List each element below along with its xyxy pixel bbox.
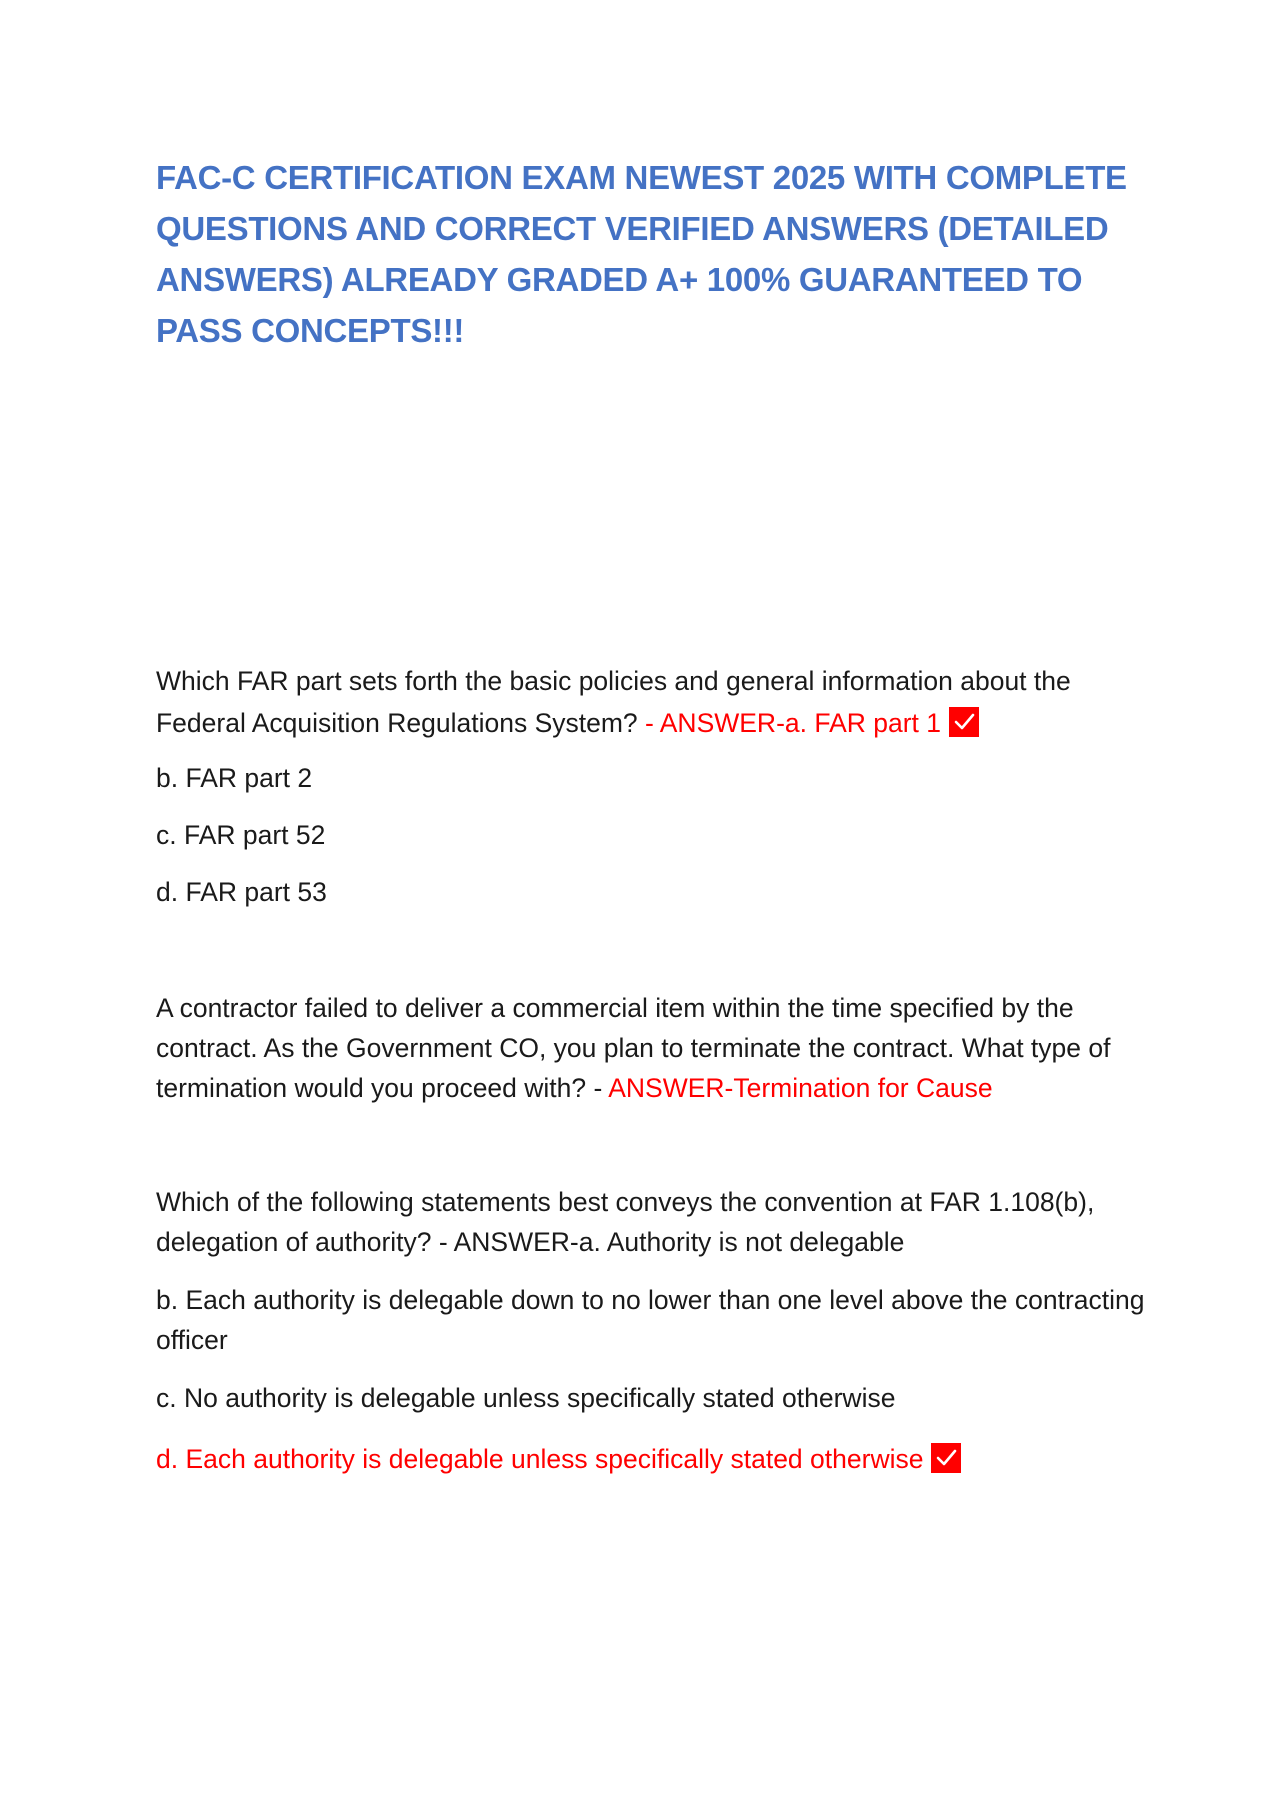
question-3-option-c: c. No authority is delegable unless specifically stated otherwise [156, 1383, 896, 1413]
question-3-text: Which of the following statements best conveys the convention at FAR 1.108(b), delegation of authority? - ANSWER-a. Authority is not delegable [156, 1187, 1095, 1257]
question-block-3 [156, 1182, 1146, 1479]
checkmark-icon [931, 1443, 961, 1473]
question-1-text [156, 660, 1146, 744]
question-block-1 [156, 660, 1146, 912]
question-2-text [156, 988, 1146, 1108]
question-3-option-d-correct [156, 1439, 1146, 1479]
question-1-prompt: Which FAR part sets forth the basic policies and general information about the Federal Acquisition Regulations System? [156, 666, 1071, 738]
document-title: FAC-C CERTIFICATION EXAM NEWEST 2025 WITH COMPLETE QUESTIONS AND CORRECT VERIFIED ANSWERS (DETAILED ANSWERS) ALREADY GRADED A+ 100% GUARANTEED TO PASS CONCEPTS!!! [156, 159, 1127, 349]
question-1-option-d: d. FAR part 53 [156, 877, 327, 907]
question-1-answer: - ANSWER-a. FAR part 1 [637, 708, 942, 738]
question-2-prompt: A contractor failed to deliver a commercial item within the time specified by the contract. As the Government CO, you plan to terminate the contract. What type of termination would you proceed with? - [156, 993, 1111, 1103]
checkmark-icon [949, 707, 979, 737]
question-3-option-d: d. Each authority is delegable unless specifically stated otherwise [156, 1444, 924, 1474]
question-2-answer: ANSWER-Termination for Cause [602, 1073, 993, 1103]
question-block-2 [156, 988, 1146, 1108]
question-1-option-b: b. FAR part 2 [156, 763, 313, 793]
question-3-option-b: b. Each authority is delegable down to no lower than one level above the contracting officer [156, 1285, 1145, 1355]
question-1-option-c: c. FAR part 52 [156, 820, 326, 850]
